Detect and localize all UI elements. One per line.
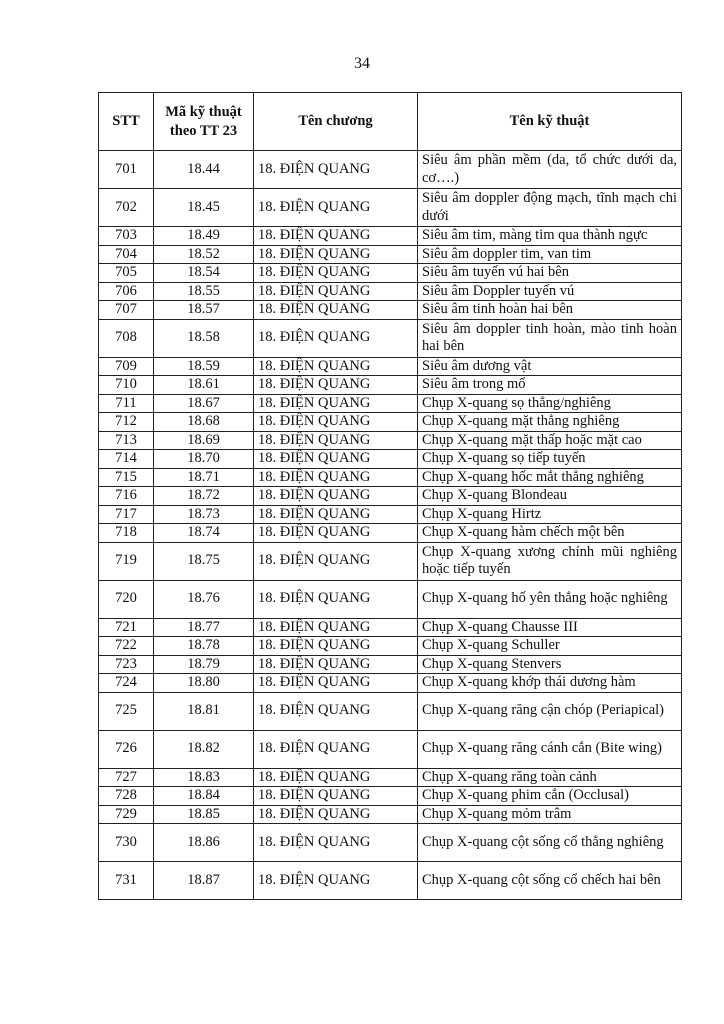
cell-chapter: 18. ĐIỆN QUANG bbox=[254, 151, 418, 189]
table-row bbox=[99, 376, 682, 395]
cell-chapter: 18. ĐIỆN QUANG bbox=[254, 264, 418, 283]
table-row bbox=[99, 692, 682, 730]
table-row bbox=[99, 227, 682, 246]
cell-stt: 714 bbox=[99, 450, 154, 469]
cell-stt: 713 bbox=[99, 431, 154, 450]
cell-name: Siêu âm Doppler tuyến vú bbox=[418, 282, 682, 301]
cell-stt: 717 bbox=[99, 505, 154, 524]
table-row bbox=[99, 824, 682, 862]
cell-name: Chụp X-quang mỏm trâm bbox=[418, 805, 682, 824]
table-row bbox=[99, 580, 682, 618]
cell-code: 18.71 bbox=[154, 468, 254, 487]
cell-code: 18.58 bbox=[154, 319, 254, 357]
cell-stt: 710 bbox=[99, 376, 154, 395]
cell-code: 18.70 bbox=[154, 450, 254, 469]
cell-code: 18.67 bbox=[154, 394, 254, 413]
cell-code: 18.85 bbox=[154, 805, 254, 824]
cell-name: Chụp X-quang hàm chếch một bên bbox=[418, 524, 682, 543]
table-row bbox=[99, 655, 682, 674]
table-row bbox=[99, 301, 682, 320]
cell-code: 18.45 bbox=[154, 189, 254, 227]
cell-chapter: 18. ĐIỆN QUANG bbox=[254, 413, 418, 432]
cell-stt: 719 bbox=[99, 542, 154, 580]
cell-code: 18.52 bbox=[154, 245, 254, 264]
cell-chapter: 18. ĐIỆN QUANG bbox=[254, 357, 418, 376]
cell-name: Chụp X-quang hố yên thẳng hoặc nghiêng bbox=[418, 580, 682, 618]
cell-stt: 702 bbox=[99, 189, 154, 227]
cell-stt: 711 bbox=[99, 394, 154, 413]
cell-chapter: 18. ĐIỆN QUANG bbox=[254, 245, 418, 264]
cell-stt: 722 bbox=[99, 637, 154, 656]
cell-chapter: 18. ĐIỆN QUANG bbox=[254, 450, 418, 469]
cell-stt: 723 bbox=[99, 655, 154, 674]
cell-chapter: 18. ĐIỆN QUANG bbox=[254, 805, 418, 824]
cell-name: Siêu âm dương vật bbox=[418, 357, 682, 376]
table-row bbox=[99, 787, 682, 806]
cell-stt: 701 bbox=[99, 151, 154, 189]
cell-name: Siêu âm trong mổ bbox=[418, 376, 682, 395]
cell-name: Chụp X-quang phim cắn (Occlusal) bbox=[418, 787, 682, 806]
cell-stt: 712 bbox=[99, 413, 154, 432]
cell-name: Siêu âm tinh hoàn hai bên bbox=[418, 301, 682, 320]
table-row bbox=[99, 450, 682, 469]
cell-stt: 731 bbox=[99, 862, 154, 900]
cell-chapter: 18. ĐIỆN QUANG bbox=[254, 655, 418, 674]
cell-stt: 727 bbox=[99, 768, 154, 787]
header-row bbox=[99, 93, 682, 151]
cell-code: 18.72 bbox=[154, 487, 254, 506]
table-row bbox=[99, 487, 682, 506]
table-body bbox=[99, 151, 682, 900]
table-row bbox=[99, 357, 682, 376]
table-row bbox=[99, 394, 682, 413]
cell-name: Siêu âm doppler tim, van tim bbox=[418, 245, 682, 264]
cell-chapter: 18. ĐIỆN QUANG bbox=[254, 376, 418, 395]
cell-stt: 704 bbox=[99, 245, 154, 264]
cell-name: Chụp X-quang cột sống cổ chếch hai bên bbox=[418, 862, 682, 900]
table-row bbox=[99, 524, 682, 543]
cell-code: 18.84 bbox=[154, 787, 254, 806]
table-row bbox=[99, 637, 682, 656]
cell-name: Chụp X-quang sọ thẳng/nghiêng bbox=[418, 394, 682, 413]
cell-name: Chụp X-quang hốc mắt thẳng nghiêng bbox=[418, 468, 682, 487]
cell-code: 18.86 bbox=[154, 824, 254, 862]
table-row bbox=[99, 151, 682, 189]
cell-code: 18.44 bbox=[154, 151, 254, 189]
cell-stt: 708 bbox=[99, 319, 154, 357]
table-row bbox=[99, 319, 682, 357]
cell-stt: 706 bbox=[99, 282, 154, 301]
cell-chapter: 18. ĐIỆN QUANG bbox=[254, 730, 418, 768]
table-row bbox=[99, 189, 682, 227]
cell-stt: 725 bbox=[99, 692, 154, 730]
cell-code: 18.61 bbox=[154, 376, 254, 395]
cell-stt: 720 bbox=[99, 580, 154, 618]
cell-name: Chụp X-quang sọ tiếp tuyến bbox=[418, 450, 682, 469]
cell-code: 18.59 bbox=[154, 357, 254, 376]
cell-stt: 705 bbox=[99, 264, 154, 283]
page-number: 34 bbox=[354, 55, 370, 72]
cell-chapter: 18. ĐIỆN QUANG bbox=[254, 524, 418, 543]
table-row bbox=[99, 542, 682, 580]
cell-stt: 707 bbox=[99, 301, 154, 320]
cell-stt: 726 bbox=[99, 730, 154, 768]
cell-chapter: 18. ĐIỆN QUANG bbox=[254, 431, 418, 450]
table-row bbox=[99, 468, 682, 487]
cell-name: Chụp X-quang Stenvers bbox=[418, 655, 682, 674]
cell-code: 18.80 bbox=[154, 674, 254, 693]
table-row bbox=[99, 413, 682, 432]
cell-name: Siêu âm tim, màng tim qua thành ngực bbox=[418, 227, 682, 246]
cell-chapter: 18. ĐIỆN QUANG bbox=[254, 637, 418, 656]
cell-code: 18.55 bbox=[154, 282, 254, 301]
cell-name: Siêu âm tuyến vú hai bên bbox=[418, 264, 682, 283]
cell-stt: 729 bbox=[99, 805, 154, 824]
cell-code: 18.87 bbox=[154, 862, 254, 900]
table-row bbox=[99, 264, 682, 283]
header-stt: STT bbox=[99, 93, 154, 151]
cell-stt: 716 bbox=[99, 487, 154, 506]
cell-name: Chụp X-quang Hirtz bbox=[418, 505, 682, 524]
table-row bbox=[99, 245, 682, 264]
cell-stt: 721 bbox=[99, 618, 154, 637]
cell-code: 18.83 bbox=[154, 768, 254, 787]
header-code: Mã kỹ thuật theo TT 23 bbox=[154, 93, 254, 151]
cell-chapter: 18. ĐIỆN QUANG bbox=[254, 787, 418, 806]
cell-chapter: 18. ĐIỆN QUANG bbox=[254, 394, 418, 413]
cell-chapter: 18. ĐIỆN QUANG bbox=[254, 824, 418, 862]
cell-name: Chụp X-quang mặt thẳng nghiêng bbox=[418, 413, 682, 432]
cell-name: Chụp X-quang răng cận chóp (Periapical) bbox=[418, 692, 682, 730]
technique-table bbox=[98, 92, 682, 900]
cell-chapter: 18. ĐIỆN QUANG bbox=[254, 768, 418, 787]
cell-chapter: 18. ĐIỆN QUANG bbox=[254, 862, 418, 900]
cell-name: Siêu âm doppler tinh hoàn, mào tinh hoàn hai bên bbox=[418, 319, 682, 357]
cell-code: 18.69 bbox=[154, 431, 254, 450]
cell-stt: 715 bbox=[99, 468, 154, 487]
table-row bbox=[99, 730, 682, 768]
cell-stt: 709 bbox=[99, 357, 154, 376]
table-row bbox=[99, 618, 682, 637]
table-row bbox=[99, 862, 682, 900]
cell-name: Chụp X-quang Chausse III bbox=[418, 618, 682, 637]
cell-name: Chụp X-quang xương chính mũi nghiêng hoặc tiếp tuyến bbox=[418, 542, 682, 580]
cell-chapter: 18. ĐIỆN QUANG bbox=[254, 319, 418, 357]
cell-chapter: 18. ĐIỆN QUANG bbox=[254, 227, 418, 246]
cell-code: 18.79 bbox=[154, 655, 254, 674]
cell-stt: 703 bbox=[99, 227, 154, 246]
cell-code: 18.78 bbox=[154, 637, 254, 656]
table-row bbox=[99, 805, 682, 824]
cell-chapter: 18. ĐIỆN QUANG bbox=[254, 487, 418, 506]
cell-stt: 728 bbox=[99, 787, 154, 806]
header-name: Tên kỹ thuật bbox=[418, 93, 682, 151]
cell-chapter: 18. ĐIỆN QUANG bbox=[254, 282, 418, 301]
cell-code: 18.54 bbox=[154, 264, 254, 283]
cell-code: 18.73 bbox=[154, 505, 254, 524]
cell-code: 18.74 bbox=[154, 524, 254, 543]
cell-name: Chụp X-quang Schuller bbox=[418, 637, 682, 656]
cell-code: 18.75 bbox=[154, 542, 254, 580]
table-row bbox=[99, 282, 682, 301]
cell-name: Siêu âm phần mềm (da, tổ chức dưới da, cơ….) bbox=[418, 151, 682, 189]
cell-chapter: 18. ĐIỆN QUANG bbox=[254, 674, 418, 693]
cell-chapter: 18. ĐIỆN QUANG bbox=[254, 580, 418, 618]
cell-chapter: 18. ĐIỆN QUANG bbox=[254, 189, 418, 227]
table-row bbox=[99, 505, 682, 524]
cell-chapter: 18. ĐIỆN QUANG bbox=[254, 468, 418, 487]
table-header bbox=[99, 93, 682, 151]
cell-name: Chụp X-quang cột sống cổ thẳng nghiêng bbox=[418, 824, 682, 862]
table-row bbox=[99, 431, 682, 450]
cell-code: 18.76 bbox=[154, 580, 254, 618]
cell-code: 18.68 bbox=[154, 413, 254, 432]
cell-name: Chụp X-quang răng toàn cảnh bbox=[418, 768, 682, 787]
cell-chapter: 18. ĐIỆN QUANG bbox=[254, 692, 418, 730]
cell-name: Chụp X-quang khớp thái dương hàm bbox=[418, 674, 682, 693]
cell-chapter: 18. ĐIỆN QUANG bbox=[254, 618, 418, 637]
cell-chapter: 18. ĐIỆN QUANG bbox=[254, 505, 418, 524]
cell-name: Chụp X-quang mặt thấp hoặc mặt cao bbox=[418, 431, 682, 450]
cell-stt: 730 bbox=[99, 824, 154, 862]
cell-name: Chụp X-quang răng cánh cắn (Bite wing) bbox=[418, 730, 682, 768]
cell-chapter: 18. ĐIỆN QUANG bbox=[254, 301, 418, 320]
table-row bbox=[99, 674, 682, 693]
cell-name: Chụp X-quang Blondeau bbox=[418, 487, 682, 506]
cell-code: 18.49 bbox=[154, 227, 254, 246]
cell-stt: 724 bbox=[99, 674, 154, 693]
cell-code: 18.81 bbox=[154, 692, 254, 730]
cell-name: Siêu âm doppler động mạch, tĩnh mạch chi dưới bbox=[418, 189, 682, 227]
cell-code: 18.77 bbox=[154, 618, 254, 637]
cell-code: 18.57 bbox=[154, 301, 254, 320]
header-chapter: Tên chương bbox=[254, 93, 418, 151]
table-row bbox=[99, 768, 682, 787]
cell-stt: 718 bbox=[99, 524, 154, 543]
cell-code: 18.82 bbox=[154, 730, 254, 768]
cell-chapter: 18. ĐIỆN QUANG bbox=[254, 542, 418, 580]
